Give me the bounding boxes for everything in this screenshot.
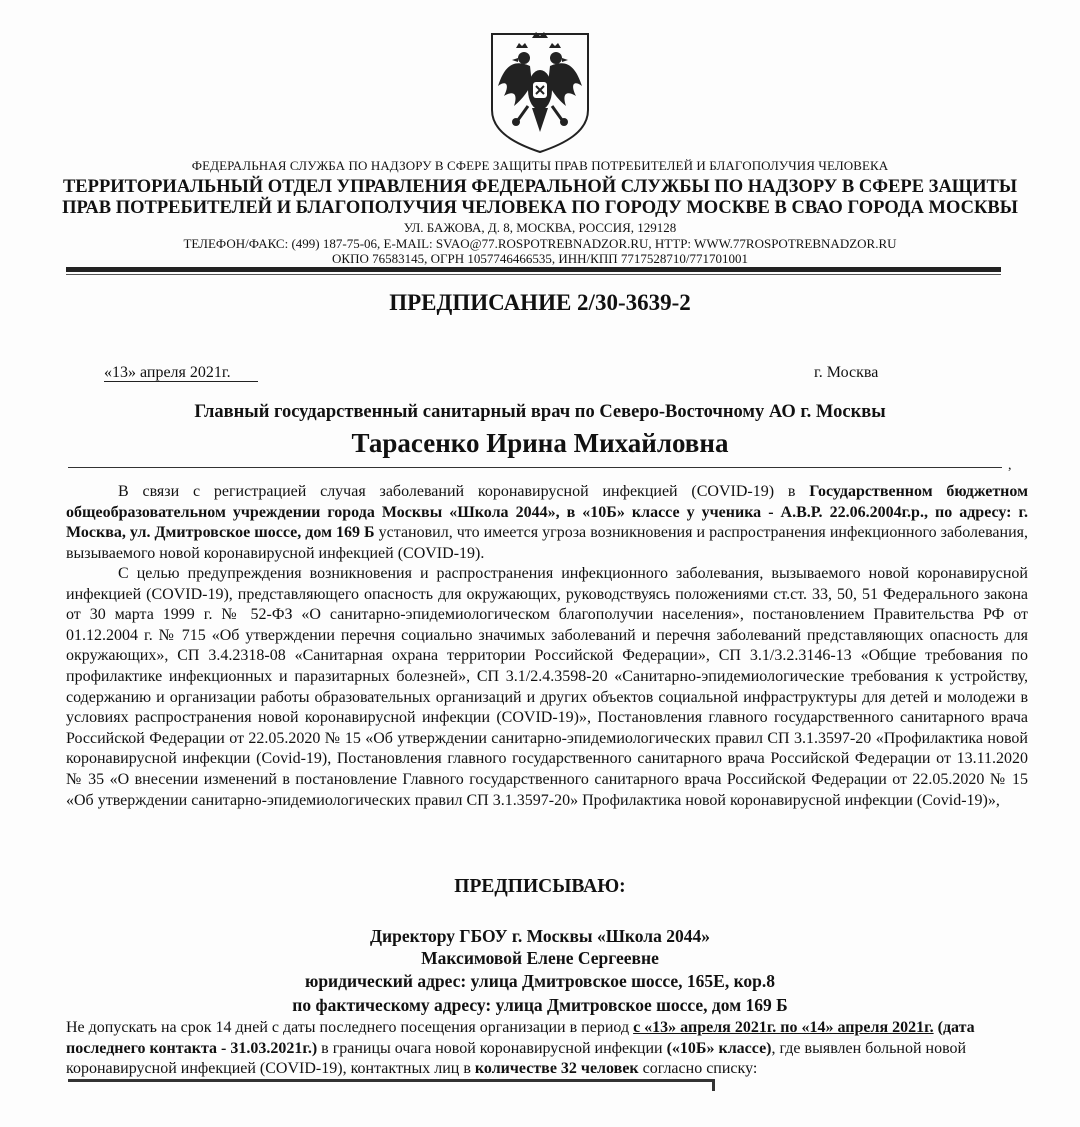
document-date: «13» апреля 2021г. (104, 364, 231, 381)
paragraph-legal-basis: С целью предупреждения возникновения и распространения инфекционного заболевания, вызываемого новой коронавирусной инфекцией (COVID-19), представляющего опасность для окружающих, руководствуясь положениями ст.ст. 33, 50, 51 Федерального закона от 30 марта 1999 г. № 52-ФЗ «О санитарно-эпидемиологическом благополучии населения», постановлением Правительства РФ от 01.12.2004 г. № 715 «Об утверждении перечня социально значимых заболеваний и перечня заболеваний представляющих опасность для окружающих», СП 3.4.2318-08 «Санитарная охрана территории Российской Федерации», СП 3.1/3.2.3146-13 «Общие требования по профилактике инфекционных и паразитарных болезней», СП 3.1/2.4.3598-20 «Санитарно-эпидемиологические требования к устройству, содержанию и организации работы образовательных организаций и других объектов социальной инфраструктуры для детей и молодежи в условиях распространения новой коронавирусной инфекции (COVID-19)», Постановления главного государственного санитарного врача Российской Федерации от 22.05.2020 № 15 «Об утверждении санитарно-эпидемиологических правил СП 3.1.3597-20 «Профилактика новой коронавирусной инфекции (Covid-19), Постановления главного государственного санитарного врача Российской Федерации от 13.11.2020 № 35 «О внесении изменений в постановление Главного государственного санитарного врача Российской Федерации от 22.05.2020 № 15 «Об утверждении санитарно-эпидемиологических правил СП 3.1.3597-20» Профилактика новой коронавирусной инфекции (Covid-19)», (66, 565, 1028, 809)
coat-of-arms-emblem (470, 28, 610, 156)
table-top-border (68, 1079, 713, 1082)
paragraph-order-text-1: Не допускать на срок 14 дней с даты последнего посещения организации в период (66, 1019, 634, 1036)
document-city: г. Москва (814, 364, 879, 381)
department-contacts: ТЕЛЕФОН/ФАКС: (499) 187-75-06, E-MAIL: SVAO@77.ROSPOTREBNADZOR.RU, HTTP: WWW.77ROSPOTREBNADZOR.RU (183, 236, 897, 251)
paragraph-incident-text-1: В связи с регистрацией случая заболеваний коронавирусной инфекцией (COVID-19) в (118, 483, 810, 500)
issuer-position: Главный государственный санитарный врач по Северо-Восточному АО г. Москвы (194, 402, 886, 422)
paragraph-order-text-4: согласно списку: (638, 1060, 758, 1077)
paragraph-incident-text-2: установил, что имеется угроза возникновения и распространения инфекционного заболевания, вызываемого новой коронавирусной инфекцией (COVID-19). (66, 524, 1028, 562)
order-heading: ПРЕДПИСЫВАЮ: (454, 876, 626, 897)
department-address: УЛ. БАЖОВА, Д. 8, МОСКВА, РОССИЯ, 129128 (403, 220, 677, 235)
agency-line: ФЕДЕРАЛЬНАЯ СЛУЖБА ПО НАДЗОРУ В СФЕРЕ ЗАЩИТЫ ПРАВ ПОТРЕБИТЕЛЕЙ И БЛАГОПОЛУЧИЯ ЧЕЛОВЕКА (191, 158, 889, 173)
table-column-tick (712, 1079, 715, 1091)
department-line-2: ПРАВ ПОТРЕБИТЕЛЕЙ И БЛАГОПОЛУЧИЯ ЧЕЛОВЕКА ПО ГОРОДУ МОСКВЕ В СВАО ГОРОДА МОСКВЫ (62, 198, 1018, 218)
department-line-1: ТЕРРИТОРИАЛЬНЫЙ ОТДЕЛ УПРАВЛЕНИЯ ФЕДЕРАЛЬНОЙ СЛУЖБЫ ПО НАДЗОРУ В СФЕРЕ ЗАЩИТЫ (62, 177, 1018, 197)
header-divider-thick (66, 267, 1001, 272)
issuer-trailing-comma: , (1008, 458, 1012, 473)
department-registry-codes: ОКПО 76583145, ОГРН 1057746466535, ИНН/КПП 7717528710/771701001 (332, 251, 748, 266)
contact-count: количестве 32 человек (474, 1060, 639, 1077)
recipient-legal-address: юридический адрес: улица Дмитровское шоссе, 165Е, кор.8 (304, 971, 776, 991)
issuer-name: Тарасенко Ирина Михайловна (351, 428, 729, 458)
issuer-underline (68, 467, 1002, 468)
recipient-name: Максимовой Елене Сергеевне (421, 948, 659, 968)
paragraph-order (66, 1018, 1028, 1080)
recipient-actual-address: по фактическому адресу: улица Дмитровское шоссе, дом 169 Б (292, 995, 788, 1015)
last-contact-date: (дата последнего контакта - 31.03.2021г.) (66, 1019, 975, 1057)
paragraph-order-text-2: в границы очага новой коронавирусной инфекции (317, 1039, 667, 1057)
paragraph-order-text-3: , где выявлен больной новой коронавирусной инфекцией (COVID-19), контактных лиц в (66, 1039, 967, 1077)
quarantine-period: с «13» апреля 2021г. по «14» апреля 2021г. (633, 1019, 934, 1036)
date-underline (104, 381, 258, 382)
recipient-title: Директору ГБОУ г. Москвы «Школа 2044» (369, 926, 710, 946)
affected-class: («10Б» классе) (666, 1039, 772, 1057)
header-divider-thin (66, 274, 1001, 275)
paragraph-incident (66, 482, 1028, 564)
paragraph-incident-school: Государственном бюджетном общеобразовательном учреждении города Москвы «Школа 2044», в «10Б» классе у ученика - А.В.Р. 22.06.2004г.р., по адресу: г. Москва, ул. Дмитровское шоссе, дом 169 Б (66, 483, 1028, 542)
document-title: ПРЕДПИСАНИЕ 2/30-3639-2 (389, 290, 691, 315)
